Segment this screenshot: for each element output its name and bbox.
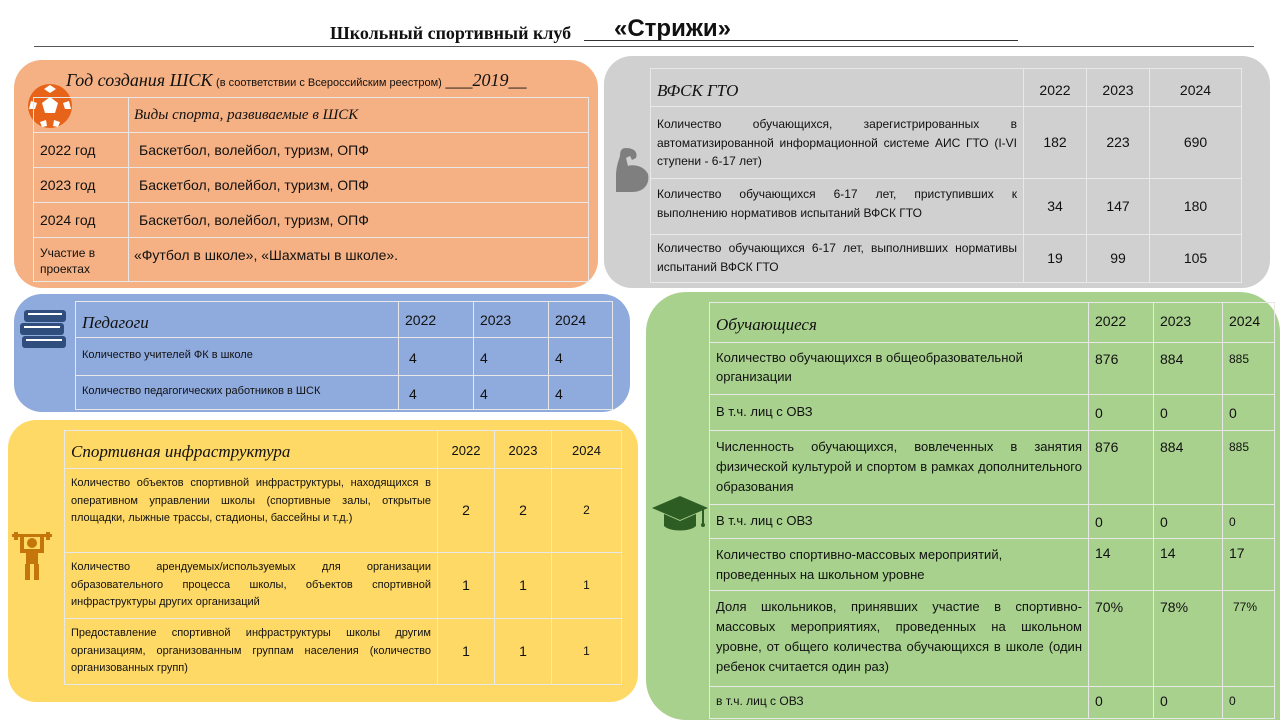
students-value: 876 [1089, 343, 1154, 395]
students-value: 17 [1223, 539, 1275, 591]
table-row [65, 553, 622, 619]
founding-table [33, 97, 589, 282]
founding-label: Год создания ШСК [66, 70, 213, 90]
infrastructure-row-label: Количество арендуемых/используемых для организации образовательного процесса школы, объектов спортивной инфраструктуры других организаций [65, 553, 438, 619]
row-year: 2024 год [34, 203, 129, 238]
flexed-arm-icon [612, 146, 652, 199]
table-row [34, 98, 589, 133]
founding-note: (в соответствии с Всероссийским реестром) [216, 77, 442, 89]
students-value: 0 [1089, 395, 1154, 431]
students-value: 885 [1223, 343, 1275, 395]
row-sports: Баскетбол, волейбол, туризм, ОПФ [129, 203, 589, 238]
infrastructure-row-label: Количество объектов спортивной инфраструктуры, находящихся в оперативном управлении школы (спортивные залы, открытые площадки, лыжные трассы, стадионы, бассейны и т.д.) [65, 469, 438, 553]
table-row [710, 505, 1275, 539]
year-header: 2022 [1089, 303, 1154, 343]
header-rule [34, 46, 1254, 47]
table-row [65, 431, 622, 469]
gto-value: 105 [1150, 235, 1242, 283]
books-icon [18, 306, 70, 357]
infrastructure-value: 1 [438, 619, 495, 685]
teachers-row-label: Количество педагогических работников в ШСК [76, 376, 399, 410]
header-underline [584, 40, 1018, 41]
table-row [651, 107, 1242, 179]
infrastructure-table [64, 430, 622, 685]
year-header: 2024 [1223, 303, 1275, 343]
infrastructure-value: 1 [495, 619, 552, 685]
students-value: 0 [1154, 687, 1223, 719]
students-value: 0 [1089, 505, 1154, 539]
gto-row-label: Количество обучающихся, зарегистрированных в автоматизированной информационной системе АИС ГТО (I-VI ступени - 6-17 лет) [651, 107, 1024, 179]
gto-value: 690 [1150, 107, 1242, 179]
infrastructure-value: 1 [552, 619, 622, 685]
students-value: 0 [1154, 505, 1223, 539]
gto-value: 180 [1150, 179, 1242, 235]
row-sports: Баскетбол, волейбол, туризм, ОПФ [129, 168, 589, 203]
students-value: 0 [1223, 505, 1275, 539]
students-value: 78% [1154, 591, 1223, 687]
club-prefix: Школьный спортивный клуб [330, 23, 572, 43]
students-row-label: В т.ч. лиц с ОВЗ [710, 395, 1089, 431]
infrastructure-title: Спортивная инфраструктура [71, 442, 291, 461]
students-value: 14 [1089, 539, 1154, 591]
table-row [651, 69, 1242, 107]
students-value: 885 [1223, 431, 1275, 505]
students-row-label: Численность обучающихся, вовлеченных в занятия физической культурой и спортом в рамках дополнительного образования [710, 431, 1089, 505]
teachers-value: 4 [474, 338, 549, 376]
gto-row-label: Количество обучающихся 6-17 лет, приступивших к выполнению нормативов испытаний ВФСК ГТО [651, 179, 1024, 235]
page-header [330, 14, 1030, 44]
row-sports: «Футбол в школе», «Шахматы в школе». [129, 238, 589, 282]
gto-value: 147 [1087, 179, 1150, 235]
sports-header: Виды спорта, развиваемые в ШСК [134, 107, 359, 123]
table-row [651, 235, 1242, 283]
year-header: 2022 [399, 302, 474, 338]
students-row-label: в т.ч. лиц с ОВЗ [710, 687, 1089, 719]
table-row [710, 687, 1275, 719]
year-header: 2022 [1024, 69, 1087, 107]
graduation-cap-icon [650, 494, 710, 539]
weightlifter-icon [12, 532, 52, 587]
students-value: 70% [1089, 591, 1154, 687]
teachers-value: 4 [474, 376, 549, 410]
row-sports: Баскетбол, волейбол, туризм, ОПФ [129, 133, 589, 168]
students-row-label: В т.ч. лиц с ОВЗ [710, 505, 1089, 539]
students-title: Обучающиеся [716, 315, 817, 334]
teachers-value: 4 [549, 338, 613, 376]
teachers-value: 4 [399, 376, 474, 410]
infrastructure-value: 2 [552, 469, 622, 553]
gto-value: 223 [1087, 107, 1150, 179]
teachers-row-label: Количество учителей ФК в школе [76, 338, 399, 376]
students-value: 876 [1089, 431, 1154, 505]
table-row [710, 303, 1275, 343]
founding-line [66, 70, 526, 91]
students-row-label: Доля школьников, принявших участие в спортивно-массовых мероприятиях, проведенных на школьном уровне, от общего количества обучающихся в школе (один ребенок считается один раз) [710, 591, 1089, 687]
year-header: 2023 [495, 431, 552, 469]
infrastructure-value: 1 [438, 553, 495, 619]
students-value: 77% [1223, 591, 1275, 687]
table-row [710, 343, 1275, 395]
infrastructure-value: 1 [552, 553, 622, 619]
table-row [710, 431, 1275, 505]
year-header: 2023 [474, 302, 549, 338]
students-value: 0 [1223, 687, 1275, 719]
table-row [65, 619, 622, 685]
gto-value: 182 [1024, 107, 1087, 179]
club-name: «Стрижи» [614, 15, 731, 42]
gto-table [650, 68, 1242, 283]
table-row [76, 376, 613, 410]
table-row [651, 179, 1242, 235]
gto-value: 99 [1087, 235, 1150, 283]
table-row [65, 469, 622, 553]
students-row-label: Количество обучающихся в общеобразовательной организации [710, 343, 1089, 395]
infrastructure-value: 2 [438, 469, 495, 553]
students-value: 0 [1089, 687, 1154, 719]
row-year: 2023 год [34, 168, 129, 203]
teachers-value: 4 [399, 338, 474, 376]
students-value: 0 [1223, 395, 1275, 431]
table-row [710, 539, 1275, 591]
table-row [76, 302, 613, 338]
table-row [76, 338, 613, 376]
year-header: 2022 [438, 431, 495, 469]
students-row-label: Количество спортивно-массовых мероприятий, проведенных на школьном уровне [710, 539, 1089, 591]
table-row [34, 203, 589, 238]
students-value: 14 [1154, 539, 1223, 591]
table-row [710, 395, 1275, 431]
year-header: 2024 [1150, 69, 1242, 107]
table-row [710, 591, 1275, 687]
year-header: 2024 [549, 302, 613, 338]
row-year: Участие в проектах [34, 238, 129, 282]
infrastructure-value: 1 [495, 553, 552, 619]
infrastructure-row-label: Предоставление спортивной инфраструктуры школы другим организациям, организованным группам населения (количество организованных групп) [65, 619, 438, 685]
gto-title: ВФСК ГТО [657, 81, 739, 100]
gto-row-label: Количество обучающихся 6-17 лет, выполнивших нормативы испытаний ВФСК ГТО [651, 235, 1024, 283]
gto-value: 34 [1024, 179, 1087, 235]
teachers-title: Педагоги [82, 313, 149, 332]
students-table [709, 302, 1275, 719]
row-year: 2022 год [34, 133, 129, 168]
year-header: 2023 [1087, 69, 1150, 107]
infrastructure-value: 2 [495, 469, 552, 553]
table-row [34, 168, 589, 203]
teachers-table [75, 301, 613, 410]
teachers-value: 4 [549, 376, 613, 410]
students-value: 884 [1154, 431, 1223, 505]
students-value: 884 [1154, 343, 1223, 395]
gto-value: 19 [1024, 235, 1087, 283]
students-value: 0 [1154, 395, 1223, 431]
year-header: 2023 [1154, 303, 1223, 343]
year-header: 2024 [552, 431, 622, 469]
founding-year: ___2019__ [445, 70, 527, 90]
table-row [34, 238, 589, 282]
table-row [34, 133, 589, 168]
